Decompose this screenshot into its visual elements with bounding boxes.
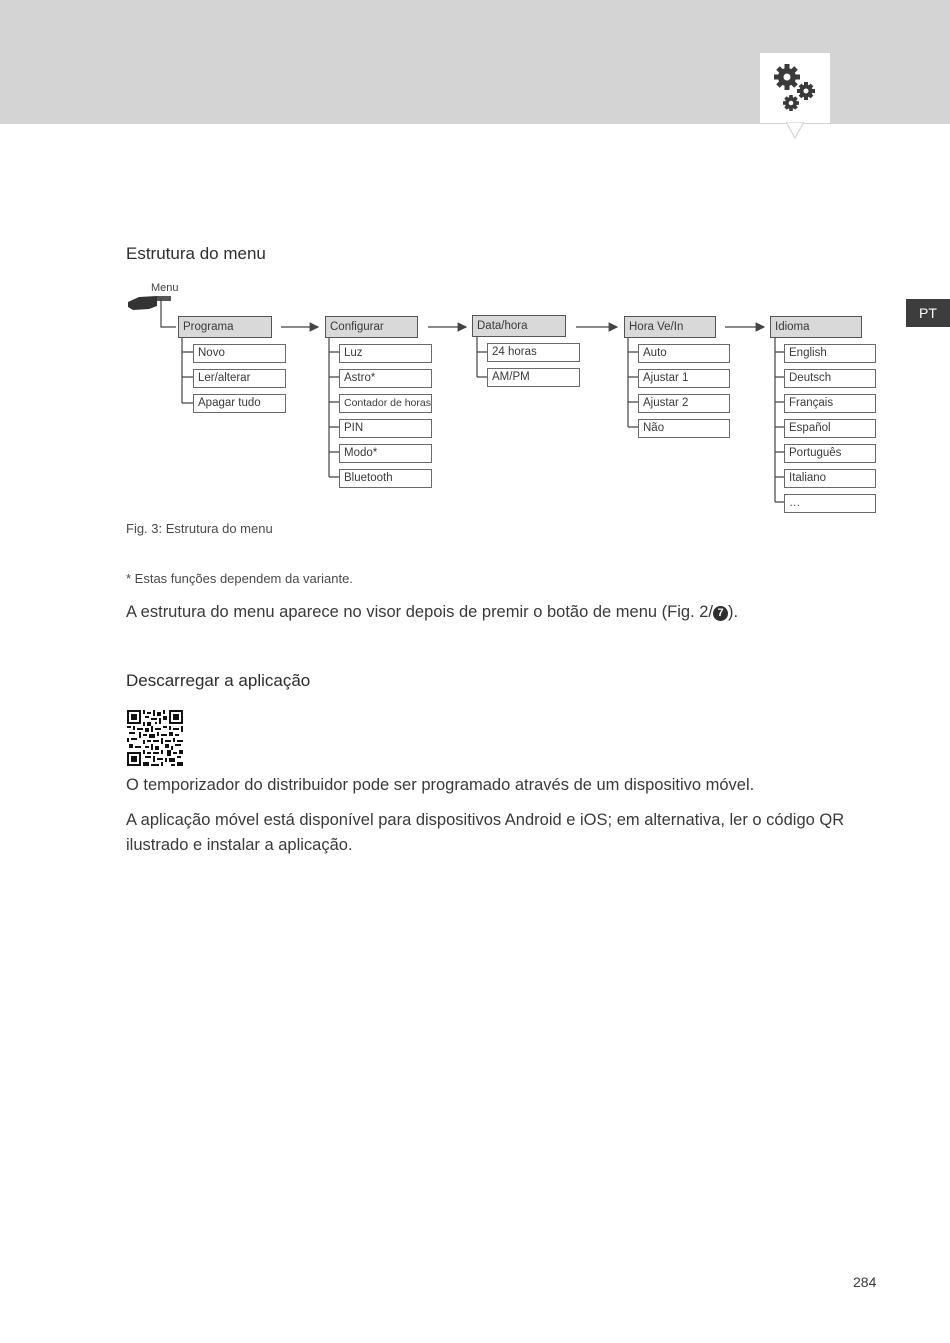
reference-number-badge: 7 <box>713 606 728 621</box>
menu-node-bluetooth: Bluetooth <box>339 469 432 488</box>
menu-node-programa: Programa <box>178 316 272 338</box>
menu-node-24-horas: 24 horas <box>487 343 580 362</box>
tab-pointer <box>786 122 806 142</box>
footnote: * Estas funções dependem da variante. <box>126 571 353 586</box>
menu-node-data-hora: Data/hora <box>472 315 566 337</box>
section-title-download-app: Descarregar a aplicação <box>126 671 311 690</box>
menu-entry-label: Menu <box>151 282 179 294</box>
menu-node-configurar: Configurar <box>325 316 418 338</box>
menu-node-deutsch: Deutsch <box>784 369 876 388</box>
menu-node-auto: Auto <box>638 344 730 363</box>
menu-node-more: … <box>784 494 876 513</box>
pointing-hand-icon <box>127 292 173 314</box>
header-icon-tab <box>760 53 830 123</box>
paragraph-menu-end: ). <box>728 603 739 621</box>
menu-node-ler-alterar: Ler/alterar <box>193 369 286 388</box>
paragraph-menu-text: A estrutura do menu aparece no visor depois de premir o botão de menu (Fig. 2/ <box>126 603 713 621</box>
menu-node-english: English <box>784 344 876 363</box>
qr-code[interactable] <box>127 710 183 766</box>
menu-node-italiano: Italiano <box>784 469 876 488</box>
language-tab[interactable]: PT <box>906 299 950 327</box>
menu-node-idioma: Idioma <box>770 316 862 338</box>
menu-node-novo: Novo <box>193 344 286 363</box>
menu-node-espanol: Español <box>784 419 876 438</box>
menu-node-contador-de-horas: Contador de horas <box>339 394 432 413</box>
gears-icon <box>760 53 830 123</box>
menu-node-am-pm: AM/PM <box>487 368 580 387</box>
menu-node-ajustar-2: Ajustar 2 <box>638 394 730 413</box>
menu-node-francais: Français <box>784 394 876 413</box>
section-title-menu-structure: Estrutura do menu <box>126 244 266 263</box>
paragraph-app-availability: A aplicação móvel está disponível para dispositivos Android e iOS; em alternativa, ler o código QR ilustrado e instalar a aplicação. <box>126 811 845 854</box>
paragraph-app-programming: O temporizador do distribuidor pode ser programado através de um dispositivo móvel. <box>126 776 755 794</box>
menu-node-portugues: Português <box>784 444 876 463</box>
menu-node-nao: Não <box>638 419 730 438</box>
menu-node-hora-ve-in: Hora Ve/In <box>624 316 716 338</box>
menu-node-luz: Luz <box>339 344 432 363</box>
menu-node-astro: Astro* <box>339 369 432 388</box>
figure-caption: Fig. 3: Estrutura do menu <box>126 521 273 536</box>
paragraph-menu-display <box>126 600 886 625</box>
menu-node-modo: Modo* <box>339 444 432 463</box>
menu-node-ajustar-1: Ajustar 1 <box>638 369 730 388</box>
page-number: 284 <box>853 1274 877 1290</box>
menu-node-apagar-tudo: Apagar tudo <box>193 394 286 413</box>
menu-node-pin: PIN <box>339 419 432 438</box>
